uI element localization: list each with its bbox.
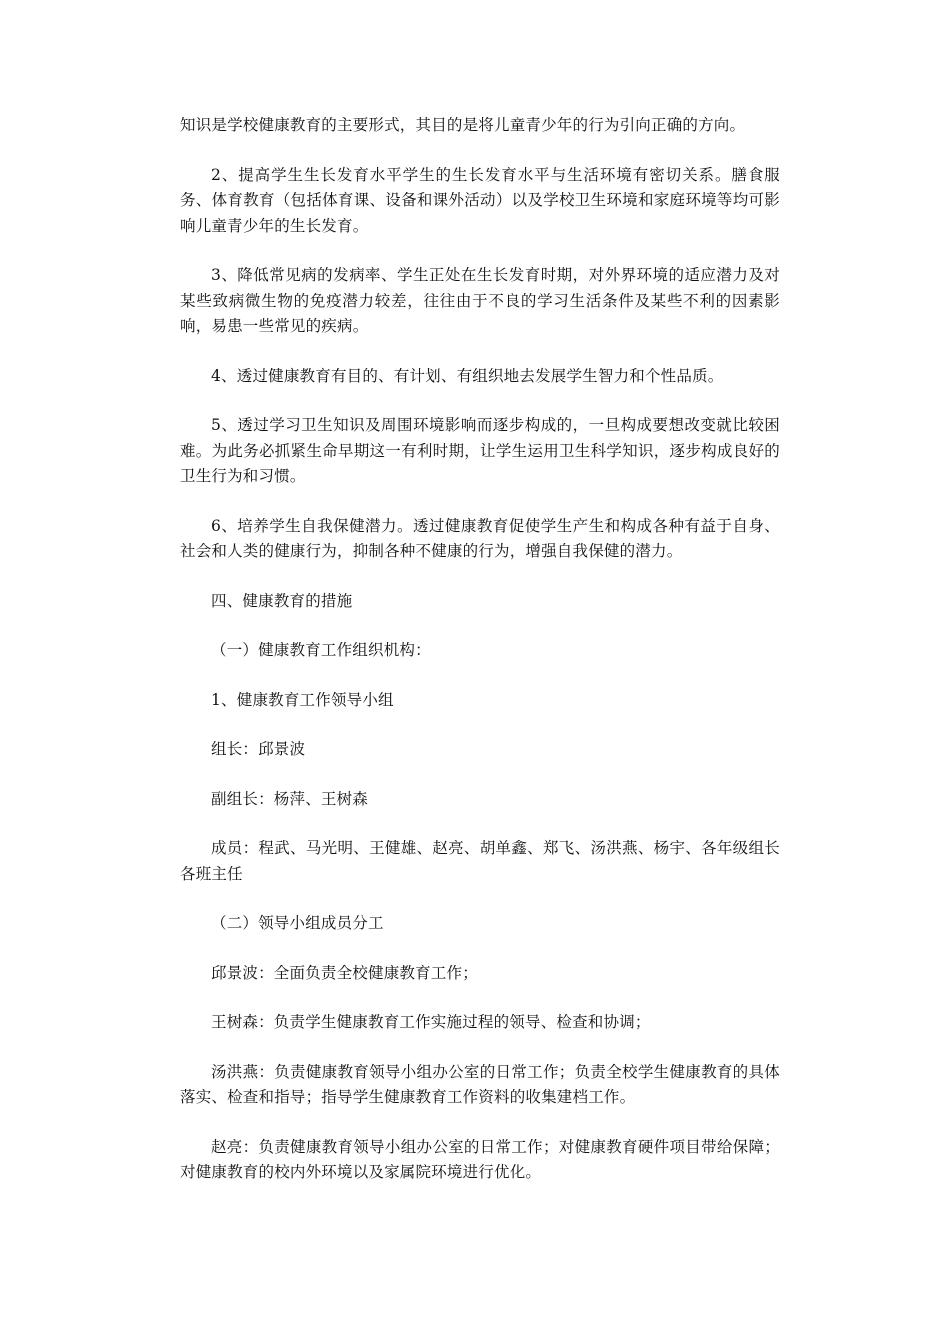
subsection-heading-division: （二）领导小组成员分工: [211, 914, 384, 932]
paragraph-duty-tang: 汤洪燕：负责健康教育领导小组办公室的日常工作；负责全校学生健康教育的具体落实、检查和指导；指导学生健康教育工作资料的收集建档工作。: [180, 1062, 780, 1106]
paragraph-duty-zhao: 赵亮：负责健康教育领导小组办公室的日常工作；对健康教育硬件项目带给保障；对健康教育的校内外环境以及家属院环境进行优化。: [180, 1137, 780, 1181]
paragraph-item-3: 3、降低常见病的发病率、学生正处在生长发育时期，对外界环境的适应潜力及对某些致病微生物的免疫潜力较差，往往由于不良的学习生活条件及某些不利的因素影响，易患一些常见的疾病。: [180, 266, 780, 335]
paragraph-intro-continuation: 知识是学校健康教育的主要形式，其目的是将儿童青少年的行为引向正确的方向。: [180, 116, 746, 134]
paragraph-item-2: 2、提高学生生长发育水平学生的生长发育水平与生活环境有密切关系。膳食服务、体育教育（包括体育课、设备和课外活动）以及学校卫生环境和家庭环境等均可影响儿童青少年的生长发育。: [180, 165, 780, 235]
paragraph-duty-wang: 王树森：负责学生健康教育工作实施过程的领导、检查和协调；: [211, 1013, 651, 1031]
paragraph-item-5: 5、透过学习卫生知识及周围环境影响而逐步构成的，一旦构成要想改变就比较困难。为此务必抓紧生命早期这一有利时期，让学生运用卫生科学知识，逐步构成良好的卫生行为和习惯。: [180, 416, 780, 485]
paragraph-group-leader: 组长：邱景波: [211, 740, 306, 758]
section-heading-measures: 四、健康教育的措施: [211, 591, 353, 610]
paragraph-item-6: 6、培养学生自我保健潜力。透过健康教育促使学生产生和构成各种有益于自身、社会和人类的健康行为，抑制各种不健康的行为，增强自我保健的潜力。: [180, 516, 780, 560]
paragraph-item-4: 4、透过健康教育有目的、有计划、有组织地去发展学生智力和个性品质。: [211, 366, 724, 385]
paragraph-deputy-leaders: 副组长：杨萍、王树森: [211, 789, 369, 808]
document-body: [180, 113, 780, 1210]
subsection-heading-organization: （一）健康教育工作组织机构：: [211, 641, 431, 659]
paragraph-members: 成员：程武、马光明、王健雄、赵亮、胡单鑫、郑飞、汤洪燕、杨宇、各年级组长各班主任: [180, 839, 780, 883]
paragraph-duty-qiu: 邱景波：全面负责全校健康教育工作；: [211, 963, 478, 982]
paragraph-leadership-group: 1、健康教育工作领导小组: [211, 690, 394, 709]
